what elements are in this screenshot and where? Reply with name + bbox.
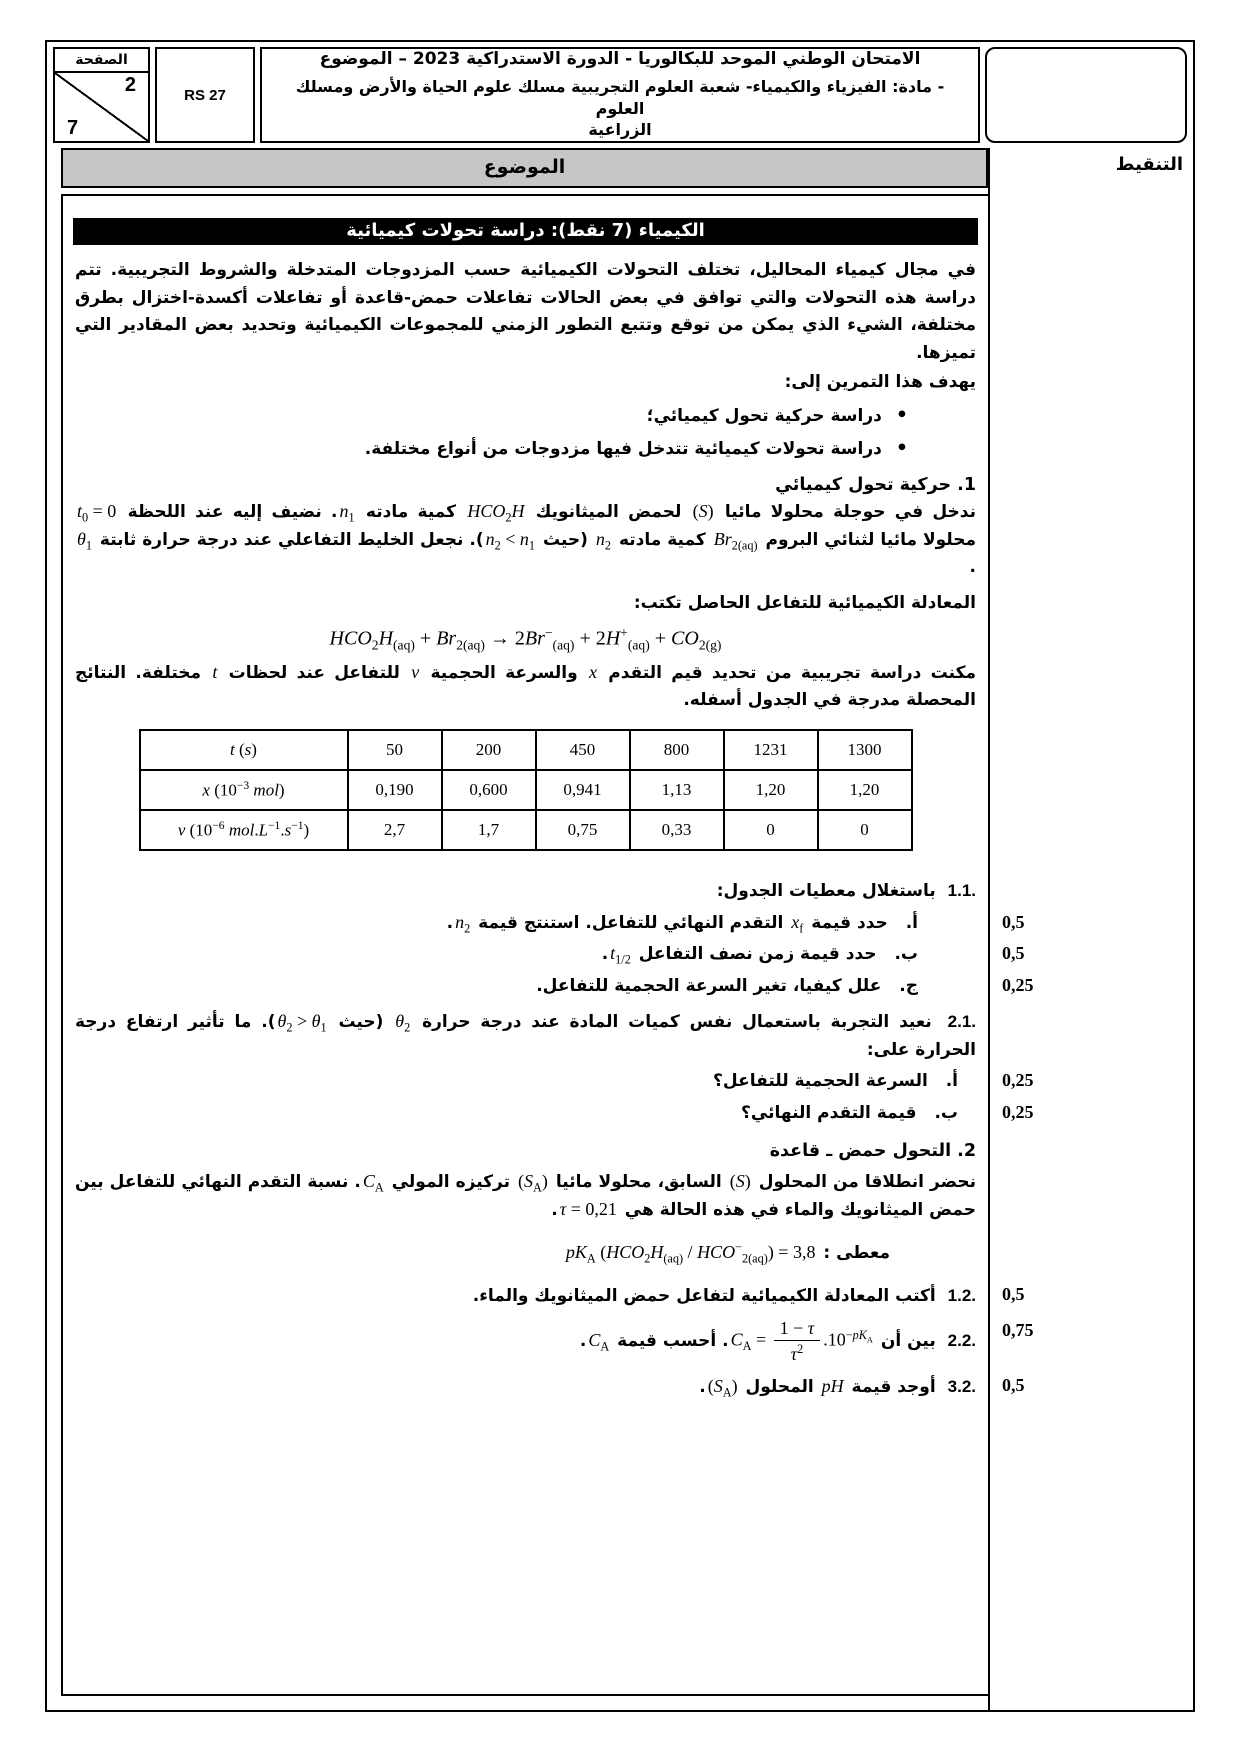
header: [47, 42, 1193, 148]
question-1-1-a-text: حدد قيمة $x_f$ التقدم النهائي للتفاعل. استنتج قيمة $n_2$.: [446, 911, 888, 936]
grading-column-header: التنقيط: [988, 148, 1193, 188]
mark-question-1-2: 0,5: [1002, 1283, 1025, 1304]
question-2-1-b-text: قيمة التقدم النهائي؟: [741, 1102, 917, 1123]
time-cell: 1231: [724, 730, 818, 770]
table-row-time: [140, 730, 912, 770]
table-row-rate: [140, 810, 912, 850]
item-letter: ب.: [894, 944, 918, 965]
advancement-cell: 1,13: [630, 770, 724, 810]
content-box: [61, 194, 988, 1696]
aim-item-1: [71, 399, 980, 432]
mark-question-1-1-b: 0,5: [1002, 943, 1025, 964]
time-cell: 200: [442, 730, 536, 770]
question-1-1-b-text: حدد قيمة زمن نصف التفاعل $t_{1/2}$.: [601, 943, 877, 967]
logo-placeholder-box: [985, 47, 1187, 143]
question-2-1-text: نعيد التجربة باستعمال نفس كميات المادة عند درجة حرارة $\theta_2$ (حيث $\theta_2 > \theta_1$). ما تأثير ارتفاع درجة الحرارة على:: [75, 1011, 976, 1060]
aims-heading: يهدف هذا التمرين إلى:: [784, 372, 976, 393]
question-number: 1.2.: [947, 1285, 976, 1305]
page-number-cell: [53, 73, 150, 143]
question-3-2: [75, 1373, 976, 1402]
question-2-1-a: [75, 1068, 976, 1096]
mark-question-2-2: 0,75: [1002, 1320, 1034, 1341]
table-row-advancement: [140, 770, 912, 810]
part1-paragraph-1: ندخل في حوجلة محلولا مائيا (S) لحمض الميثانويك $HCO_2H$ كمية مادته $n_1$. نضيف إليه عند اللحظة $t_0 = 0$ محلولا مائيا لثنائي البروم $Br_{2(aq)}$ كمية مادته $n_2$ (حيث $n_2 < n_1$). نجعل الخليط التفاعلي عند درجة حرارة ثابتة $\theta_1$.: [77, 501, 976, 578]
given-label: معطى :: [823, 1243, 890, 1264]
part1-heading: 1. حركية تحول كيميائي: [775, 475, 976, 496]
item-letter: أ.: [905, 912, 918, 933]
row-label-rate: v ($10^{-6}$ $mol.L^{-1}.s^{-1}$): [140, 810, 348, 850]
item-letter: ج.: [899, 975, 918, 996]
question-1-2-text: أكتب المعادلة الكيميائية لتفاعل حمض الميثانويك والماء.: [472, 1285, 936, 1306]
item-letter: أ.: [945, 1071, 958, 1092]
question-2-1: [75, 1008, 976, 1064]
page-current: 2: [124, 74, 136, 96]
exam-title: الامتحان الوطني الموحد للبكالوريا - الدورة الاستدراكية 2023 – الموضوع: [319, 49, 921, 70]
question-number: 1.1.: [947, 881, 976, 900]
rate-cell: 0: [818, 810, 912, 850]
rate-cell: 2,7: [348, 810, 442, 850]
question-1-1-c: [75, 973, 976, 1001]
advancement-cell: 0,941: [536, 770, 630, 810]
aim-item-2: [71, 432, 980, 465]
question-2-1-a-text: السرعة الحجمية للتفاعل؟: [713, 1071, 928, 1092]
exam-title-box: [260, 47, 980, 143]
body: [47, 188, 1193, 1710]
given-formula: $pK_A$ $(HCO_2H_{(aq)} / HCO^-_{2(aq)}) = 3,8$: [565, 1240, 816, 1266]
exam-subject-line: - مادة: الفيزياء والكيمياء- شعبة العلوم التجريبية مسلك علوم الحياة والأرض ومسلك العلوم: [295, 77, 945, 118]
mark-question-2-1-a: 0,25: [1002, 1070, 1034, 1091]
question-1-1-text: باستغلال معطيات الجدول:: [716, 881, 936, 901]
chemical-equation: $HCO_2H_{(aq)} + Br_{2(aq)} \to 2Br^-_{(aq)} + 2H^+_{(aq)} + CO_{2(g)}$: [329, 625, 722, 653]
question-3-2-text: أوجد قيمة pH المحلول $(S_A)$.: [699, 1375, 936, 1400]
part2-heading: 2. التحول حمض ـ قاعدة: [769, 1141, 976, 1162]
part1-paragraph-2: مكنت دراسة تجريبية من تحديد قيم التقدم x والسرعة الحجمية v للتفاعل عند لحظات t مختلفة. النتائج المحصلة مدرجة في الجدول أسفله.: [75, 661, 976, 711]
exam-reference-code: RS 27: [155, 47, 255, 143]
question-1-1: [75, 877, 976, 906]
item-letter: ب.: [934, 1102, 958, 1123]
advancement-cell: 1,20: [818, 770, 912, 810]
page-total: 7: [67, 117, 79, 139]
time-cell: 800: [630, 730, 724, 770]
exam-subject-line-2: الزراعية: [588, 120, 652, 140]
chemistry-section-title: الكيمياء (7 نقط): دراسة تحولات كيميائية: [73, 218, 978, 245]
bullet-icon: •: [895, 403, 908, 426]
aim-item-2-text: دراسة تحولات كيميائية تتدخل فيها مزدوجات من أنواع مختلفة.: [364, 438, 882, 459]
exam-sheet: [45, 40, 1195, 1712]
row-label-time: t (s): [140, 730, 348, 770]
band: [47, 148, 1193, 188]
question-2-1-b: [75, 1100, 976, 1128]
grading-column: [988, 188, 1193, 1710]
question-2-2: [75, 1318, 976, 1364]
question-1-1-c-text: علل كيفيا، تغير السرعة الحجمية للتفاعل.: [536, 975, 882, 996]
question-number: 2.2.: [947, 1330, 976, 1350]
question-1-2: [75, 1282, 976, 1311]
rate-cell: 0: [724, 810, 818, 850]
rate-cell: 0,33: [630, 810, 724, 850]
subject-banner: الموضوع: [61, 148, 988, 188]
time-cell: 50: [348, 730, 442, 770]
mark-question-1-1-c: 0,25: [1002, 974, 1034, 995]
advancement-cell: 0,190: [348, 770, 442, 810]
intro-paragraph: في مجال كيمياء المحاليل، تختلف التحولات الكيميائية حسب المزدوجات المتدخلة والشروط التجريبية. تتم دراسة هذه التحولات والتي توافق في بعض الحالات تفاعلات حمض-قاعدة أو تفاعلات أكسدة-اختزال بطرق مختلفة، الشيء الذي يمكن من توقع وتتبع التطور الزمني للمجموعات الكيميائية وتحديد بعض المقادير التي تميزها.: [75, 260, 976, 363]
kinetics-data-table: [139, 729, 913, 851]
rate-cell: 1,7: [442, 810, 536, 850]
given-line: [75, 1240, 976, 1268]
question-1-1-b: [75, 941, 976, 969]
mark-question-1-1-a: 0,5: [1002, 911, 1025, 932]
question-1-1-a: [75, 910, 976, 938]
part2-paragraph: نحضر انطلاقا من المحلول (S) السابق، محلولا مائيا $(S_A)$ تركيزه المولي $C_A$. نسبة التقدم النهائي للتفاعل بين حمض الميثانويك والماء في هذه الحالة هي τ = 0,21.: [75, 1171, 977, 1220]
page-indicator: [53, 47, 150, 143]
aim-item-1-text: دراسة حركية تحول كيميائي؛: [646, 405, 882, 426]
question-number: 3.2.: [947, 1376, 976, 1396]
bullet-icon: •: [895, 436, 908, 459]
mark-question-2-1-b: 0,25: [1002, 1101, 1034, 1122]
advancement-cell: 0,600: [442, 770, 536, 810]
question-number: 2.1.: [947, 1012, 977, 1032]
page-label: الصفحة: [53, 47, 150, 73]
advancement-cell: 1,20: [724, 770, 818, 810]
question-2-2-text: بين أن $C_A$ = $\frac{1 - \tau}{\tau^2}$ $.10^{-pK_A}$. أحسب قيمة $C_A$.: [579, 1318, 936, 1365]
row-label-advancement: x ($10^{-3}$ mol): [140, 770, 348, 810]
time-cell: 1300: [818, 730, 912, 770]
equation-lead: المعادلة الكيميائية للتفاعل الحاصل تكتب:: [633, 592, 976, 613]
rate-cell: 0,75: [536, 810, 630, 850]
mark-question-3-2: 0,5: [1002, 1374, 1025, 1395]
time-cell: 450: [536, 730, 630, 770]
